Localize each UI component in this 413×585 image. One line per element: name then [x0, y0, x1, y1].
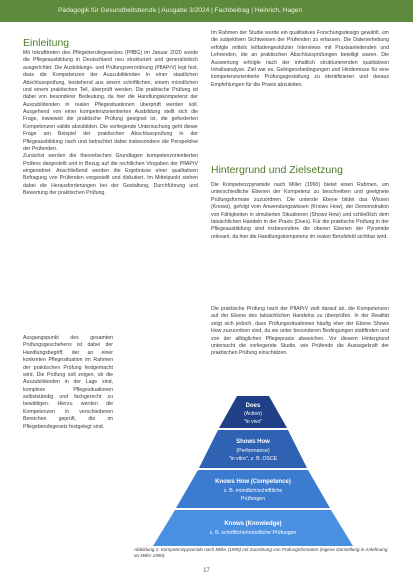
tier-line-does: "in vivo" — [243, 419, 263, 425]
tier-title-knows-how: Knows How (Competence) — [215, 479, 291, 485]
tier-title-knows: Knows (Knowledge) — [224, 521, 282, 527]
pyramid-tier-knows — [153, 510, 353, 546]
tier-line-knows-how: z. B. mündlich/schriftliche — [223, 488, 283, 494]
tier-title-does: Does — [245, 403, 261, 409]
header-title: Pädagogik für Gesundheitsberufe | Ausgabe 3/2024 | Fachbeitrag | Heinrich, Hagen — [58, 7, 303, 14]
intro-column — [23, 50, 198, 335]
tier-line-knows-how: Prüfungen — [241, 496, 265, 502]
tier-line-does: (Action) — [244, 411, 262, 417]
background-column — [211, 182, 389, 300]
section-heading-background: Hintergrund und Zielsetzung — [211, 164, 343, 176]
right-top-column — [211, 30, 389, 152]
background-paragraph: Die Kompetenzpyramide nach Miller (1990) bietet einen Rahmen, um unterschiedliche Ebenen der Kompetenz zu beschreiben und geeignete Prüfungsformate zuzuordnen. Die unterste Ebene bildet das Wissen (Knows), gefolgt vom Anwendungswissen (Knows How), der Demonstration von Fähigkeiten in simulierten Situationen (Shows How) und schließlich dem tatsächlichen Handeln in der Praxis (Does). Für die praktische Prüfung in der Pflegeausbildung sind insbesondere die oberen Ebenen der Pyramide relevant, da hier die Handlungskompetenz im realen Berufsfeld sichtbar wird. — [211, 182, 389, 240]
tier-line-knows: z. B. schriftliche/mündliche Prüfungen — [209, 530, 297, 536]
section-heading-intro: Einleitung — [23, 37, 70, 49]
narrow-paragraph: Ausgangspunkt des gesamten Prüfungsgeschehens ist dabei der Handlungsbegriff, der an einer konkreten Pflegesituation im Rahmen der praktischen Prüfung festgemacht wird. Die Prüfung soll zeigen, ob die Auszubildenden in der Lage sind, komplexe Pflegesituationen selbstständig und fachgerecht zu bewältigen. Hierzu werden die Kompetenzen in verschiedenen Bereichen geprüft, die im Pflegeberufegesetz festgelegt sind. — [23, 335, 113, 430]
tier-title-shows-how: Shows How — [236, 439, 270, 445]
page-header — [0, 0, 413, 22]
competence-pyramid-figure — [121, 396, 385, 546]
right-bottom-paragraph: Die praktische Prüfung nach der PflAPrV zielt darauf ab, die Kompetenzen auf der Ebene des tatsächlichen Handelns zu überprüfen. In der Realität zeigt sich jedoch, dass Prüfungssituationen häufig eher der Ebene Shows How zuzuordnen sind, da sie unter besonderen Bedingungen stattfinden und von der alltäglichen Pflegepraxis abweichen. Vor diesem Hintergrund untersucht die vorliegende Studie, wie Prüfende die Aussagekraft der praktischen Prüfung einschätzen. — [211, 306, 389, 357]
narrow-column — [23, 335, 113, 555]
page-number: 17 — [203, 568, 210, 574]
tier-line-shows-how: "in vitro", z. B. OSCE — [228, 456, 278, 462]
right-bottom-column — [211, 306, 389, 396]
right-top-paragraph: Im Rahmen der Studie wurde ein qualitatives Forschungsdesign gewählt, um die subjektiven Sichtweisen der Prüfenden zu erfassen. Die Datenerhebung erfolgte mittels leitfadengestützter Interviews mit Praxisanleitenden und Lehrenden, die an praktischen Abschlussprüfungen beteiligt waren. Die Auswertung erfolgte nach der inhaltlich strukturierenden qualitativen Inhaltsanalyse. Ziel war es, Gelingensbedingungen und Hindernisse für eine kompetenzorientierte Prüfungsgestaltung zu identifizieren und daraus Empfehlungen für die Praxis abzuleiten. — [211, 30, 389, 88]
tier-line-shows-how: (Performance) — [236, 448, 270, 454]
intro-paragraph: Zunächst werden die theoretischen Grundlagen kompetenzorientierten Prüfens dargestellt und in Bezug auf die rechtlichen Vorgaben der PflAPrV eingeordnet. Anschließend werden die Ergebnisse einer qualitativen Befragung von Prüfenden vorgestellt und diskutiert. Im Mittelpunkt stehen dabei die Herausforderungen bei der Gestaltung, Durchführung und Bewertung der praktischen Prüfung. — [23, 153, 198, 197]
intro-paragraph: Mit Inkrafttreten des Pflegeberufegesetzes (PflBG) im Januar 2020 wurde die Pflegeausbildung in Deutschland neu strukturiert und generalistisch ausgerichtet. Die Ausbildungs- und Prüfungsverordnung (PflAPrV) legt fest, dass die Kompetenzen der Auszubildenden in einer staatlichen Abschlussprüfung, bestehend aus einem schriftlichen, einem mündlichen und einem praktischen Teil, überprüft werden. Die praktische Prüfung ist dabei von besonderer Bedeutung, da hier die Handlungskompetenz der Auszubildenden in realen Pflegesituationen überprüft werden soll. Ausgehend von einer kompetenzorientierten Ausbildung stellt sich die Frage, inwieweit die praktische Prüfung geeignet ist, die geforderten Kompetenzen valide abzubilden. Die vorliegende Untersuchung geht dieser Frage am Beispiel der praktischen Abschlussprüfung in der Pflegeausbildung nach und betrachtet dabei insbesondere die Perspektive der Prüfenden. — [23, 50, 198, 152]
figure-caption: Abbildung 1: Kompetenzpyramide nach Miller (1990) mit Zuordnung von Prüfungsformaten (eigene Darstellung in Anlehnung an Miller 1990). — [134, 547, 388, 559]
